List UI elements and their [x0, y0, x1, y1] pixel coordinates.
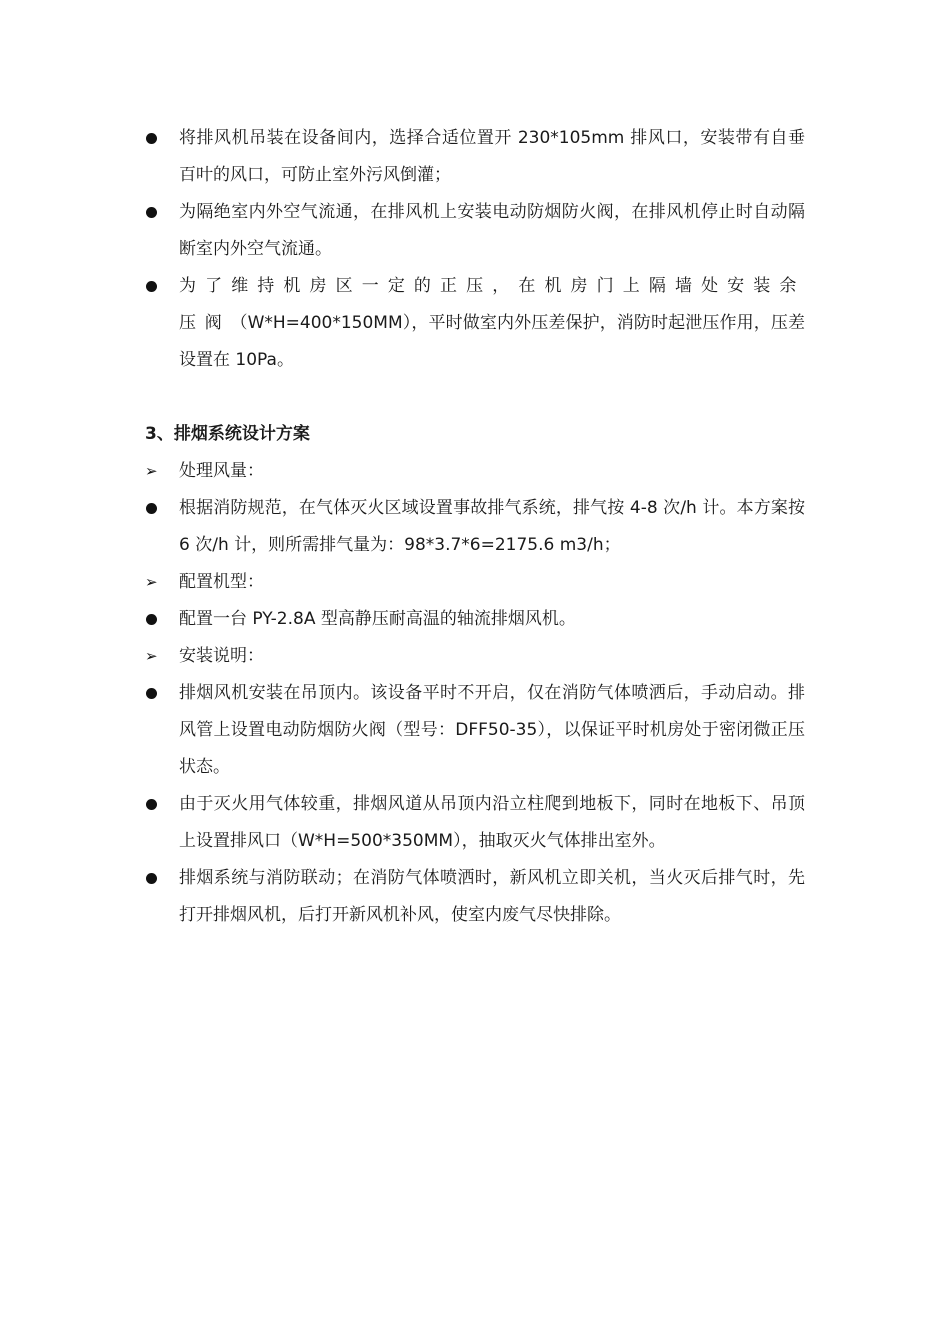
- section-heading: 3、排烟系统设计方案: [145, 424, 310, 444]
- list-item: [145, 860, 805, 934]
- bullet-icon: [145, 860, 165, 897]
- arrow-bullet-icon: ➢: [145, 573, 158, 591]
- paragraph-text: 根据消防规范，在气体灭火区域设置事故排气系统，排气按 4-8 次/h 计。本方案按 6 次/h 计，则所需排气量为：98*3.7*6=2175.6 m3/h；: [179, 498, 805, 555]
- bullet-icon: [145, 786, 165, 823]
- bullet-icon: [145, 268, 165, 305]
- sub-heading-text: 安装说明：: [179, 646, 264, 666]
- paragraph-text: 排烟风机安装在吊顶内。该设备平时不开启，仅在消防气体喷洒后，手动启动。排风管上设置电动防烟防火阀（型号：DFF50-35），以保证平时机房处于密闭微正压状态。: [179, 683, 805, 777]
- arrow-bullet-icon: ➢: [145, 647, 158, 665]
- arrow-bullet-icon: ➢: [145, 462, 158, 480]
- list-item: [145, 490, 805, 564]
- list-item: [145, 786, 805, 860]
- bullet-icon: [145, 675, 165, 712]
- paragraph-text: 由于灭火用气体较重，排烟风道从吊顶内沿立柱爬到地板下，同时在地板下、吊顶上设置排风口（W*H=500*350MM），抽取灭火气体排出室外。: [179, 794, 805, 851]
- list-item: [145, 194, 805, 268]
- sub-heading-item: [145, 638, 805, 675]
- bullet-icon: [145, 601, 165, 638]
- bullet-icon: [145, 490, 165, 527]
- list-item: [145, 120, 805, 194]
- sub-heading-item: [145, 453, 805, 490]
- sub-heading-text: 配置机型：: [179, 572, 264, 592]
- bullet-icon: [145, 120, 165, 157]
- paragraph-text: 排烟系统与消防联动；在消防气体喷洒时，新风机立即关机，当火灭后排气时，先打开排烟风机，后打开新风机补风，使室内废气尽快排除。: [179, 868, 805, 925]
- paragraph-text: 将排风机吊装在设备间内，选择合适位置开 230*105mm 排风口，安装带有自垂百叶的风口，可防止室外污风倒灌；: [179, 128, 805, 185]
- list-item: [145, 675, 805, 786]
- sub-heading-text: 处理风量：: [179, 461, 264, 481]
- paragraph-text-rest: （W*H=400*150MM），平时做室内外压差保护，消防时起泄压作用，压差设置在 10Pa。: [179, 313, 805, 370]
- sub-heading-item: [145, 564, 805, 601]
- paragraph-text: 为隔绝室内外空气流通，在排风机上安装电动防烟防火阀，在排风机停止时自动隔断室内外空气流通。: [179, 202, 805, 259]
- bullet-icon: [145, 194, 165, 231]
- list-item: [145, 268, 805, 379]
- paragraph-text: 配置一台 PY-2.8A 型高静压耐高温的轴流排烟风机。: [179, 609, 576, 629]
- paragraph-text-line1: 为了维持机房区一定的正压，在机房门上隔墙处安装余压阀: [179, 276, 805, 333]
- list-item: [145, 601, 805, 638]
- document-content: [145, 120, 805, 934]
